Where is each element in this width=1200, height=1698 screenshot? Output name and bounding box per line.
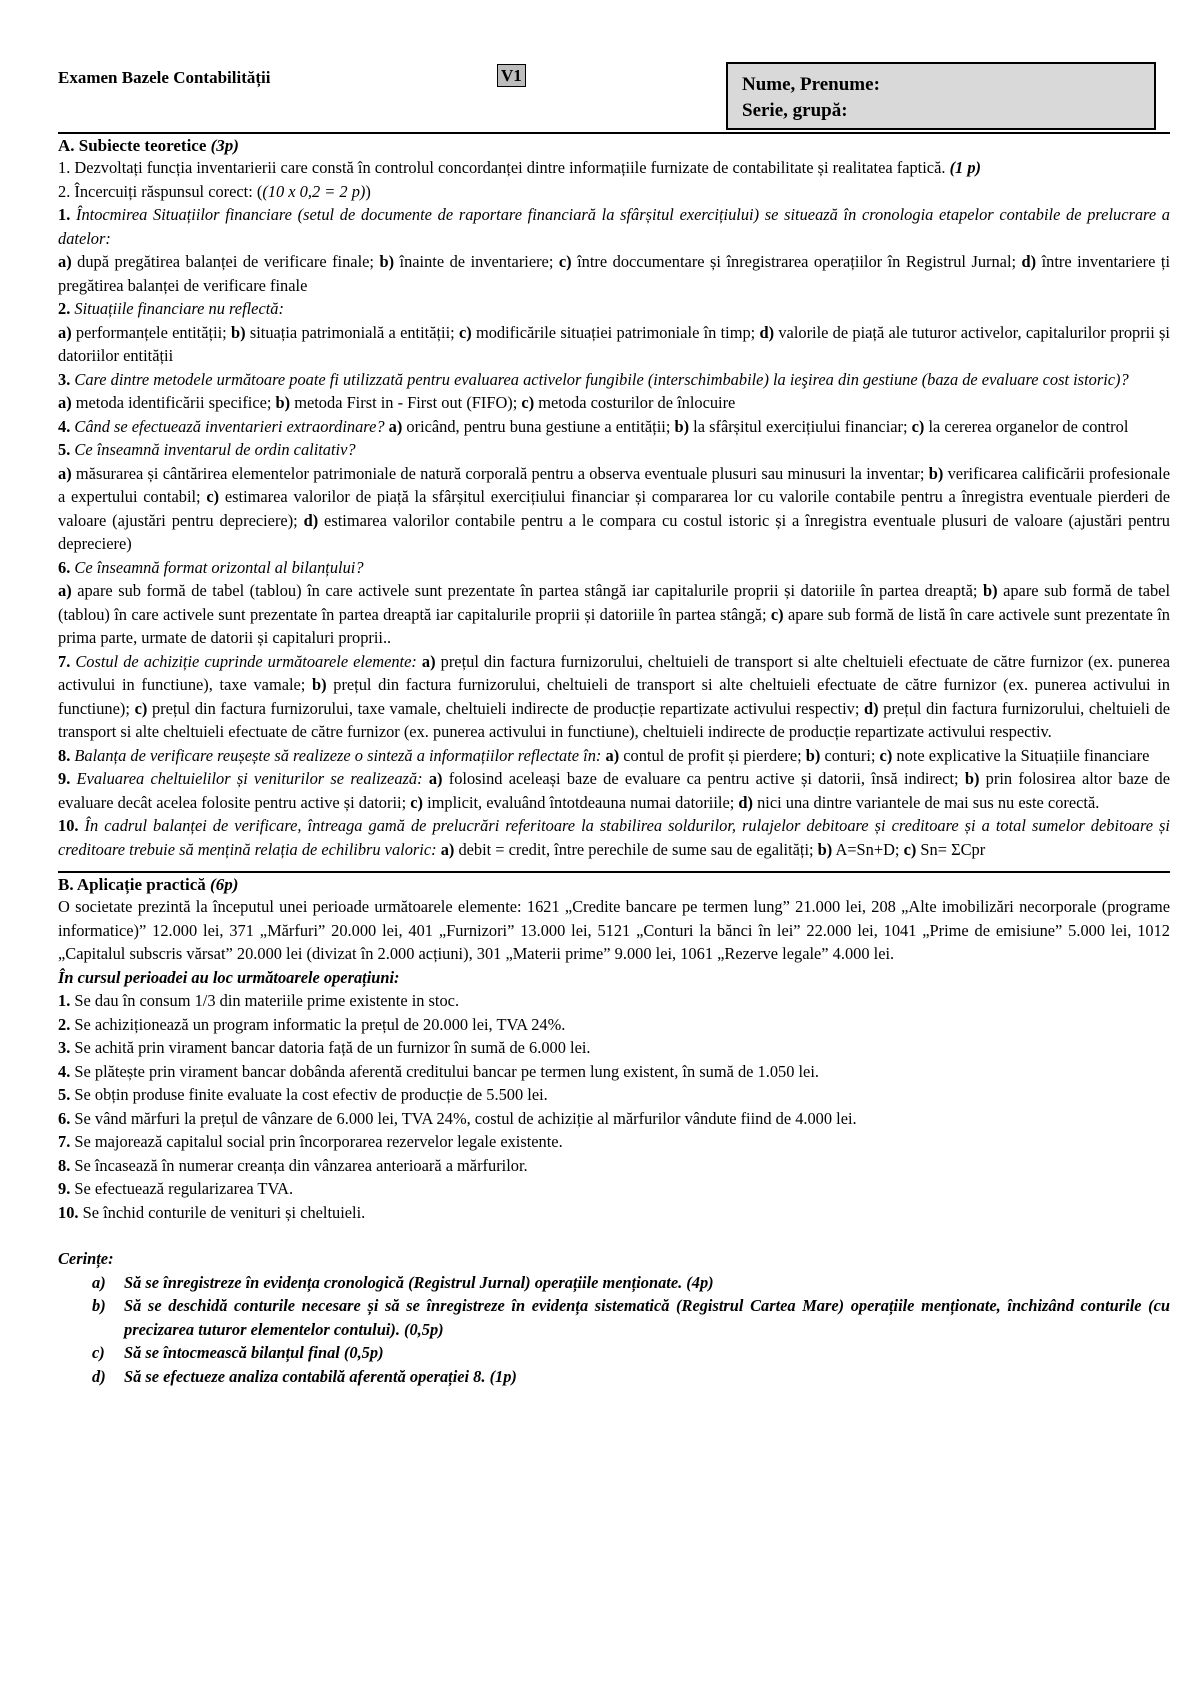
- mcq-option-letter: d): [864, 698, 879, 718]
- mcq-number: 1.: [58, 205, 71, 224]
- case-intro: O societate prezintă la începutul unei perioade următoarele elemente: 1621 „Credite bancare pe termen lung” 21.000 lei, 208 „Alte imobilizări necorporale (programe informatice)” 12.000 lei, 371 „Mărfuri” 20.000 lei, 401 „Furnizori” 13.000 lei, 5121 „Conturi la bănci în lei” 22.000 lei, 1041 „Prime de emisiune” 5.000 lei, 1012 „Capitalul subscris vărsat” 20.000 lei (divizat în 2.000 acțiuni), 301 „Materii prime” 9.000 lei, 1061 „Rezerve legale” 4.000 lei.: [58, 897, 1170, 963]
- operations-title: În cursul perioadei au loc următoarele operațiuni:: [58, 967, 400, 987]
- operation-text: Se închid conturile de venituri și cheltuieli.: [78, 1202, 366, 1222]
- mcq-option-letter: b): [805, 745, 821, 765]
- mcq-option-letter: a): [58, 252, 72, 271]
- requirement-item: [58, 1341, 1170, 1365]
- question-1: 1. Dezvoltați funcția inventarierii care constă în controlul concordanței dintre informațiile furnizate de contabilitate și realitatea faptică. (1 p): [58, 158, 981, 177]
- name-label: Nume, Prenume:: [742, 74, 880, 95]
- mcq-option-letter: a): [388, 416, 403, 436]
- requirements-list: [58, 1271, 1170, 1389]
- operation-number: 2.: [58, 1014, 71, 1034]
- mcq-option-text: debit = credit, între perechile de sume sau de egalități;: [454, 839, 818, 859]
- operation-number: 5.: [58, 1085, 71, 1104]
- operation-text: Se dau în consum 1/3 din materiile prime existente in stoc.: [70, 991, 460, 1010]
- mcq-number: 2.: [58, 299, 71, 318]
- header-divider: [58, 132, 1170, 134]
- mcq-option-letter: c): [458, 322, 472, 342]
- mcq-option-letter: a): [421, 651, 436, 671]
- mcq-option-text: Sn= ΣCpr: [916, 839, 986, 859]
- requirement-text: Să se întocmească bilanțul final (0,5p): [124, 1343, 384, 1362]
- mcq-option-letter: b): [312, 675, 327, 694]
- mcq-option-text: măsurarea și cântărirea elementelor patrimoniale de natură corporală pentru a observa eventuale plusuri sau minusuri la inventar;: [71, 463, 929, 483]
- operation-text: Se achiziționează un program informatic la prețul de 20.000 lei, TVA 24%.: [70, 1014, 566, 1034]
- mcq-option-letter: d): [738, 792, 753, 812]
- mcq-option-letter: c): [911, 416, 925, 436]
- mcq-option-text: situația patrimonială a entității;: [245, 322, 459, 342]
- mcq-options: [58, 321, 1170, 368]
- mcq-option-text: implicit, evaluând întotdeauna numai datoriile;: [422, 792, 739, 812]
- mcq-option-letter: a): [58, 322, 72, 342]
- student-info-box[interactable]: [726, 62, 1156, 130]
- mcq-option-letter: a): [605, 745, 620, 765]
- mcq-question: [58, 650, 1170, 744]
- mcq-question: [58, 814, 1170, 861]
- mcq-option-letter: b): [817, 839, 833, 859]
- exam-title: Examen Bazele Contabilității: [58, 68, 271, 87]
- mcq-option-text: A=Sn+D;: [832, 839, 904, 859]
- mcq-option-text: metoda First in - First out (FIFO);: [290, 393, 522, 412]
- mcq-option-text: oricând, pentru buna gestiune a entității;: [402, 416, 675, 436]
- mcq-option-text: verificarea calificării profesionale a expertului contabil;: [58, 463, 1171, 506]
- operation-item: [58, 1130, 1170, 1154]
- mcq-option-text: contul de profit și pierdere;: [619, 745, 806, 765]
- mcq-number: 3.: [58, 369, 71, 389]
- mcq-question-text: Ce înseamnă format orizontal al bilanțului?: [70, 557, 364, 577]
- mcq-option-letter: a): [58, 463, 72, 483]
- operation-text: Se efectuează regularizarea TVA.: [70, 1179, 294, 1198]
- mcq-option-letter: c): [879, 745, 893, 765]
- operations-list: [58, 989, 1170, 1224]
- mcq-question-text: Ce înseamnă inventarul de ordin calitativ?: [70, 440, 356, 459]
- mcq-option-letter: c): [134, 698, 148, 718]
- mcq-question-text: Balanța de verificare reușește să realizeze o sinteză a informațiilor reflectate în:: [70, 745, 602, 765]
- operation-text: Se plătește prin virament bancar dobânda aferentă creditului bancar pe termen lung existent, în sumă de 1.050 lei.: [70, 1061, 819, 1081]
- variant-badge: V1: [497, 64, 526, 87]
- mcq-option-letter: c): [410, 792, 423, 812]
- mcq-number: 7.: [58, 651, 71, 671]
- mcq-question: [58, 297, 1170, 321]
- mcq-option-letter: a): [440, 839, 455, 859]
- mcq-number: 6.: [58, 557, 71, 577]
- mcq-option-text: apare sub formă de listă în care activele sunt prezentate în prima parte, urmate de datorii și capitaluri proprii..: [58, 604, 1170, 647]
- mcq-option-letter: b): [379, 252, 395, 271]
- mcq-question-text: Costul de achiziție cuprinde următoarele elemente:: [70, 651, 417, 671]
- mcq-number: 5.: [58, 440, 71, 459]
- mcq-option-text: prețul din factura furnizorului, cheltuieli de transport si alte cheltuieli efectuate de către furnizor (ex. punerea activului in functiune), taxe vamale;: [58, 651, 1170, 694]
- mcq-option-text: metoda costurilor de înlocuire: [534, 393, 736, 412]
- operation-number: 6.: [58, 1108, 71, 1128]
- section-a-title: A. Subiecte teoretice (3p): [58, 136, 239, 155]
- section-divider: [58, 871, 1170, 873]
- mcq-option-text: note explicative la Situațiile financiare: [892, 745, 1150, 765]
- operation-item: [58, 1201, 1170, 1225]
- mcq-option-letter: a): [428, 769, 443, 788]
- mcq-options: [58, 462, 1170, 556]
- mcq-option-text: metoda identificării specifice;: [71, 393, 276, 412]
- mcq-question-text: În cadrul balanței de verificare, întreaga gamă de prelucrări referitoare la stabilirea soldurilor, rulajelor debitoare și creditoare și a total sumelor debitoare și creditoare trebuie să mențină relația de echilibru valoric:: [58, 816, 1170, 859]
- requirement-text: Să se efectueze analiza contabilă aferentă operației 8. (1p): [124, 1366, 517, 1386]
- mcq-question: [58, 556, 1170, 580]
- operation-number: 1.: [58, 991, 71, 1010]
- mcq-option-letter: b): [674, 416, 690, 436]
- operation-text: Se vând mărfuri la prețul de vânzare de 6.000 lei, TVA 24%, costul de achiziție al mărfurilor vândute fiind de 4.000 lei.: [70, 1108, 857, 1128]
- mcq-option-text: performanțele entității;: [71, 322, 231, 342]
- mcq-option-letter: b): [275, 393, 291, 412]
- mcq-option-text: estimarea valorilor de piață la sfârșitul exercițiului financiar și compararea lor cu valorile contabile pentru a înregistra eventuale pierderi de valoare (ajustări pentru depreciere);: [58, 487, 1171, 530]
- mcq-number: 10.: [58, 816, 79, 835]
- operation-text: Se achită prin virament bancar datoria față de un furnizor în sumă de 6.000 lei.: [70, 1038, 591, 1057]
- mcq-option-letter: a): [58, 581, 72, 600]
- mcq-option-letter: c): [206, 487, 220, 506]
- mcq-option-text: conturi;: [820, 745, 880, 765]
- requirement-letter: c): [92, 1343, 105, 1362]
- mcq-option-text: după pregătirea balanței de verificare finale;: [71, 252, 380, 271]
- multiple-choice-list: [58, 203, 1170, 861]
- mcq-question: [58, 767, 1170, 814]
- operation-item: [58, 1107, 1170, 1131]
- question-2: 2. Încercuiți răspunsul corect: ((10 x 0,2 = 2 p)): [58, 181, 371, 201]
- mcq-option-letter: b): [928, 463, 944, 483]
- group-label: Serie, grupă:: [742, 100, 848, 121]
- operation-text: Se încasează în numerar creanța din vânzarea anterioară a mărfurilor.: [70, 1155, 528, 1175]
- mcq-question-text: Când se efectuează inventarieri extraordinare?: [70, 416, 385, 436]
- section-b-title: B. Aplicație practică (6p): [58, 875, 239, 894]
- operation-item: [58, 1013, 1170, 1037]
- mcq-option-text: prețul din factura furnizorului, cheltuieli de transport si alte cheltuieli efectuate de către furnizor (ex. punerea activului in functiune), cheltuieli indirecte de producție repartizate activului respectiv.: [58, 698, 1170, 741]
- mcq-options: [58, 391, 1170, 415]
- operation-number: 8.: [58, 1155, 71, 1175]
- operation-item: [58, 989, 1170, 1013]
- requirement-letter: d): [92, 1366, 106, 1386]
- mcq-number: 8.: [58, 745, 71, 765]
- mcq-option-text: estimarea valorilor contabile pentru a le compara cu costul istoric și a înregistra eventuale plusuri de valoare (ajustări pentru depreciere): [58, 510, 1170, 553]
- mcq-option-text: apare sub formă de tabel (tablou) în care activele sunt prezentate în partea stângă iar capitalurile proprii și datoriile în partea dreaptă;: [71, 581, 983, 600]
- mcq-option-text: între doccumentare și înregistrarea operațiilor în Registrul Jurnal;: [571, 252, 1022, 271]
- mcq-option-text: apare sub formă de tabel (tablou) în care activele sunt prezentate în partea dreaptă iar capitalurile proprii și datoriile în partea stângă;: [58, 581, 1170, 624]
- mcq-option-text: folosind aceleași baze de evaluare ca pentru active și datorii, însă indirect;: [442, 769, 965, 788]
- requirement-letter: a): [92, 1272, 106, 1292]
- mcq-option-text: la sfârșitul exercițiului financiar;: [689, 416, 912, 436]
- mcq-question: [58, 368, 1170, 392]
- mcq-option-text: prin folosirea altor baze de evaluare decât acelea folosite pentru active și datorii;: [58, 769, 1170, 812]
- exam-page: [58, 60, 1170, 1388]
- mcq-question-text: Întocmirea Situațiilor financiare (setul de documente de raportare financiară la sfârșitul exercițiului) se situează în cronologia etapelor contabile de prelucrare a datelor:: [58, 205, 1170, 248]
- mcq-option-letter: c): [558, 252, 572, 271]
- mcq-option-letter: c): [521, 393, 535, 412]
- mcq-question-text: Evaluarea cheltuielilor și veniturilor se realizează:: [70, 769, 423, 788]
- mcq-question-text: Care dintre metodele următoare poate fi utilizzată pentru evaluarea activelor fungibile (interschimbabile) la ieşirea din gestiune (baza de evaluare cost istoric)?: [70, 369, 1129, 389]
- mcq-options: [58, 250, 1170, 297]
- mcq-question: [58, 203, 1170, 250]
- mcq-option-letter: b): [982, 581, 998, 600]
- mcq-question: [58, 744, 1170, 768]
- mcq-option-text: înainte de inventariere;: [394, 252, 559, 271]
- mcq-question: [58, 415, 1170, 439]
- mcq-option-letter: d): [759, 322, 775, 342]
- exam-header: [58, 60, 1170, 132]
- mcq-option-text: între inventariere ți pregătirea balanței de verificare finale: [58, 252, 1170, 295]
- mcq-question-text: Situațiile financiare nu reflectă:: [70, 299, 284, 318]
- mcq-option-text: valorile de piață ale tuturor activelor, capitalurilor proprii și datoriilor entității: [58, 322, 1170, 365]
- mcq-option-text: prețul din factura furnizorului, cheltuieli de transport si alte cheltuieli efectuate de către furnizor (ex. punerea activului in functiune);: [58, 675, 1170, 718]
- operation-item: [58, 1060, 1170, 1084]
- operation-item: [58, 1036, 1170, 1060]
- requirement-item: [58, 1294, 1170, 1341]
- requirement-item: [58, 1271, 1170, 1295]
- requirement-text: Să se înregistreze în evidența cronologică (Registrul Jurnal) operațiile menționate. (4p): [124, 1272, 714, 1292]
- mcq-option-letter: d): [303, 510, 319, 530]
- requirement-letter: b): [92, 1296, 106, 1315]
- mcq-question: [58, 438, 1170, 462]
- mcq-option-letter: a): [58, 393, 72, 412]
- operation-text: Se obțin produse finite evaluate la cost efectiv de producție de 5.500 lei.: [70, 1085, 548, 1104]
- requirement-text: Să se deschidă conturile necesare și să se înregistreze în evidența sistematică (Registrul Cartea Mare) operațiile menționate, închizând conturile (cu precizarea tuturor elementelor contului). (0,5p): [124, 1296, 1170, 1339]
- mcq-number: 9.: [58, 769, 71, 788]
- mcq-option-letter: c): [770, 604, 784, 624]
- operation-item: [58, 1154, 1170, 1178]
- mcq-option-text: nici una dintre variantele de mai sus nu este corectă.: [752, 792, 1100, 812]
- mcq-option-text: prețul din factura furnizorului, taxe vamale, cheltuieli indirecte de producție repartizate activului respectiv;: [147, 698, 865, 718]
- operation-number: 3.: [58, 1038, 71, 1057]
- mcq-number: 4.: [58, 416, 71, 436]
- mcq-option-letter: b): [964, 769, 980, 788]
- operation-item: [58, 1177, 1170, 1201]
- mcq-option-letter: b): [231, 322, 246, 342]
- operation-number: 9.: [58, 1179, 71, 1198]
- operation-number: 10.: [58, 1202, 79, 1222]
- mcq-option-letter: c): [903, 839, 917, 859]
- requirement-item: [58, 1365, 1170, 1389]
- operation-text: Se majorează capitalul social prin încorporarea rezervelor legale existente.: [70, 1132, 563, 1151]
- requirements-title: Cerințe:: [58, 1249, 114, 1268]
- mcq-option-text: modificările situației patrimoniale în timp;: [471, 322, 760, 342]
- operation-number: 7.: [58, 1132, 71, 1151]
- operation-item: [58, 1083, 1170, 1107]
- operation-number: 4.: [58, 1061, 71, 1081]
- mcq-options: [58, 579, 1170, 650]
- mcq-option-text: la cererea organelor de control: [924, 416, 1129, 436]
- mcq-option-letter: d): [1021, 252, 1037, 271]
